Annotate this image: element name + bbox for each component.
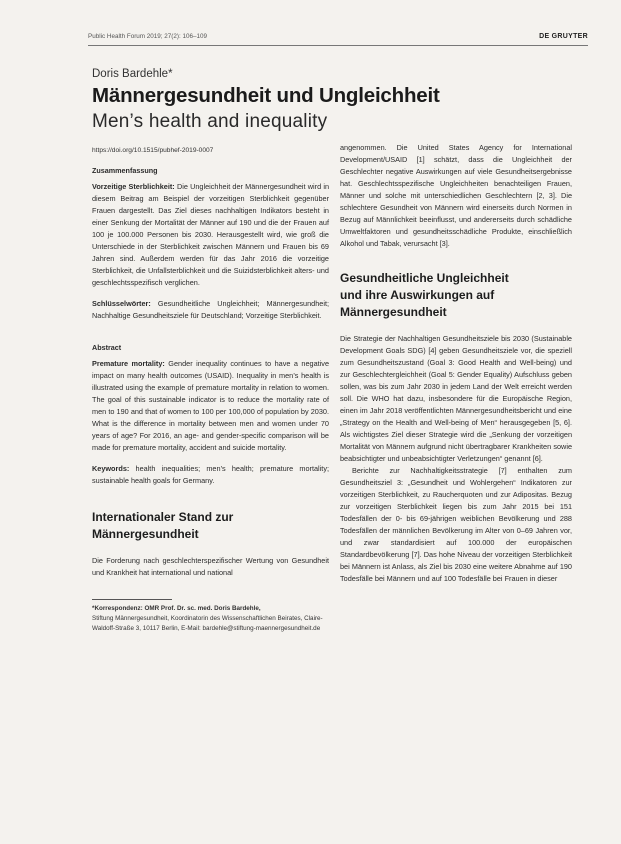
footnote-text: Stiftung Männergesundheit, Koordinatorin des Wissenschaftlichen Beirates, Claire-Waldoff-Straße 3, 10117 Berlin, E-Mail: bardehle@stiftung-maennergesundheit.de	[92, 615, 323, 632]
section-heading-international	[92, 509, 329, 543]
spacer	[92, 322, 329, 342]
body-paragraph: Berichte zur Nachhaltigkeitsstrategie [7] enthalten zum Gesundheitsziel 3: „Gesundheit und Wohlergehen“ Indikatoren zur vorzeitigen Sterblichkeit, zu Raucherquoten und zur Adipositas. Bezug zur vorzeitigen Sterblichkeit liegen bis zum Jahr 2015 bei 151 Todesfällen der 0- bis 69-jährigen weiblichen Bevölkerung und 288 Todesfällen der männlichen Bevölkerung im Alter von 0–69 Jahren vor, und zwar standardisiert auf 100.000 der europäischen Standardbevölkerung [7]. Das hohe Niveau der vorzeitigen Sterblichkeit bei Männern ist Anlass, als Ziel bis 2030 eine weitere Abnahme auf 190 Todesfälle bei Männern und auf 100 Todesfälle bei Frauen in dieser	[340, 466, 572, 583]
section-heading-line: Männergesundheit	[92, 527, 199, 541]
spacer	[92, 289, 329, 298]
spacer	[92, 543, 329, 555]
spacer	[92, 454, 329, 463]
section-heading-line: Gesundheitliche Ungleichheit	[340, 271, 509, 285]
spacer	[340, 321, 572, 333]
article-title-german: Männergesundheit und Ungleichheit	[92, 84, 440, 107]
left-column	[92, 145, 329, 634]
right-column	[340, 142, 572, 585]
author-name: Doris Bardehle*	[92, 68, 173, 80]
footnote-heading: *Korrespondenz: OMR Prof. Dr. sc. med. Doris Bardehle,	[92, 605, 261, 612]
zusammenfassung-lead: Vorzeitige Sterblichkeit:	[92, 182, 175, 191]
keywords-text: health inequalities; men’s health; premature mortality; sustainable health goals for Germany.	[92, 464, 329, 485]
schluesselwoerter-lead: Schlüsselwörter:	[92, 299, 151, 308]
correspondence-footnote	[92, 604, 329, 634]
spacer	[340, 250, 572, 270]
abstract-lead: Premature mortality:	[92, 359, 165, 368]
spacer	[92, 579, 329, 599]
journal-citation: Public Health Forum 2019; 27(2): 106–109	[88, 33, 208, 40]
zusammenfassung-text: Die Ungleichheit der Männergesundheit wird in diesem Beitrag am Beispiel der vorzeitigen Sterblichkeit gegenüber Frauen dargestellt. Das Ziel dieses nachhaltigen Indikators besteht in einer Senkung der Mortalität der Männer auf 190 und die der Frauen auf 100 je 100.000 Personen bis 2030. Herausgestellt wird, wie groß die Unterschiede in der Sterblichkeit zwischen Männern und Frauen bis 69 Jahren sind. Außerdem werden für das Jahr 2016 die vorzeitige Sterblichkeit, die Unfallsterblichkeit und die Suizidsterblichkeit alters- und geschlechtsspezifisch verglichen.	[92, 182, 330, 287]
header-divider	[88, 45, 588, 46]
zusammenfassung-paragraph	[92, 181, 329, 289]
article-title-english: Men’s health and inequality	[92, 111, 328, 132]
publisher-logo: DE GRUYTER	[539, 33, 588, 40]
section-heading-line: Internationaler Stand zur	[92, 510, 234, 524]
keywords-paragraph	[92, 463, 329, 487]
abstract-text: Gender inequality continues to have a negative impact on many health outcomes (USAID). Inequality in men’s health is illustrated using the example of premature mortality in relation to women. The goal of this sustainable indicator is to reduce the mortality rate of men to 190 and that of women to 100 per 100,000 of population by 2030. What is the difference in mortality between men and women under 70 years of age? For 2016, an age- and gender-specific comparison will be made for premature mortality, accident and suicide mortality.	[92, 359, 330, 452]
body-paragraph: angenommen. Die United States Agency for International Development/USAID [1] schätzt, dass die Ungleichheit der Geschlechter negative Auswirkungen auf viele Gesundheitsergebnisse hat. Geschlechtsspezifische Ungleichheiten benachteiligen Frauen, Männer und solche mit unterschiedlichen Geschlechtern [2, 3]. Die schlechtere Gesundheit von Männern wird einerseits durch Normen in Bezug auf Männlichkeit beeinflusst, und andererseits durch schädliche Umweltfaktoren und gesundheitsschädliche Produkte, einschließlich Alkohol und Tabak, verursacht [3].	[340, 143, 572, 248]
running-header	[88, 33, 588, 45]
body-paragraph: Die Strategie der Nachhaltigen Gesundheitsziele bis 2030 (Sustainable Development Goals SDG) [4] geben Gesundheitsziele vor, die speziell zum Gesundheitszustand (Goal 3: Good Health and Well-being) und zur Geschlechtergleichheit (Goal 5: Gender Equality) Aufschluss geben sollen, was bis zum Jahr 2030 in jedem Land der Welt erreicht werden soll. Die WHO hat dazu, insbesondere für die Europäische Region, einen im Jahr 2018 veröffentlichten Männergesundheitsbericht und eine „Strategy on the Health and Well-being of Men“ herausgegeben [5, 6]. Als wichtigstes Ziel dieser Strategie wird die „Senkung der vorzeitigen Mortalität von Männern aufgrund nicht übertragbarer Krankheiten sowie beabsichtigter und unbeabsichtigter Verletzungen“ genannt [6].	[340, 334, 572, 463]
schluesselwoerter-text: Gesundheitliche Ungleichheit; Männergesundheit; Nachhaltige Gesundheitsziele für Deutschland; Vorzeitige Sterblichkeit.	[92, 299, 330, 320]
keywords-lead: Keywords:	[92, 464, 130, 473]
abstract-paragraph	[92, 358, 329, 454]
footnote-divider	[92, 599, 172, 600]
section-heading-line: Männergesundheit	[340, 305, 447, 319]
section-heading-line: und ihre Auswirkungen auf	[340, 288, 495, 302]
zusammenfassung-heading: Zusammenfassung	[92, 166, 158, 175]
schluesselwoerter-paragraph	[92, 298, 329, 322]
abstract-heading: Abstract	[92, 343, 122, 352]
section-heading-ungleichheit	[340, 270, 572, 321]
doi-link[interactable]: https://doi.org/10.1515/pubhef-2019-0007	[92, 147, 214, 154]
section-paragraph: Die Forderung nach geschlechterspezifischer Wertung von Gesundheit und Krankheit hat international und national	[92, 556, 329, 577]
spacer	[92, 487, 329, 509]
